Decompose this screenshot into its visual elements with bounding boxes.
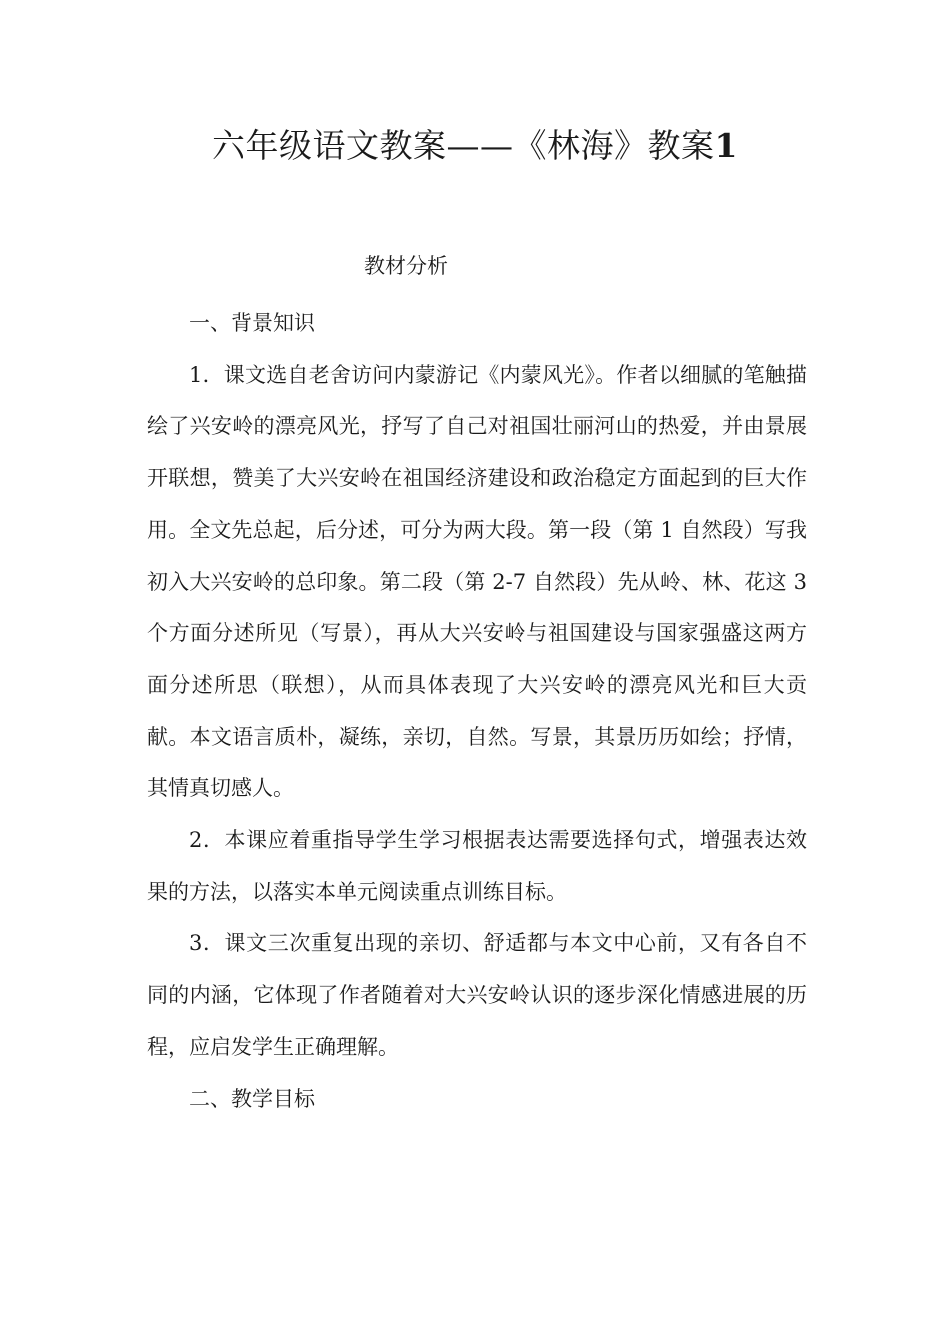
heading-teaching-goals: 二、教学目标 <box>189 1086 315 1111</box>
section-subtitle: 教材分析 <box>364 254 448 278</box>
page-title-text: 六年级语文教案——《林海》教案 <box>212 126 715 165</box>
paragraph-2: 2．本课应着重指导学生学习根据表达需要选择句式，增强表达效果的方法，以落实本单元阅读重点训练目标。 <box>147 828 807 904</box>
paragraph-3: 3．课文三次重复出现的亲切、舒适都与本文中心前，又有各自不同的内涵，它体现了作者随着对大兴安岭认识的逐步深化情感进展的历程，应启发学生正确理解。 <box>147 931 807 1059</box>
paragraph-1: 1．课文选自老舍访问内蒙游记《内蒙风光》。作者以细腻的笔触描绘了兴安岭的漂亮风光，抒写了自己对祖国壮丽河山的热爱，并由景展开联想，赞美了大兴安岭在祖国经济建设和政治稳定方面起到的巨大作用。全文先总起，后分述，可分为两大段。第一段（第 1 自然段）写我初入大兴安岭的总印象。第二段（第 2-7 自然段）先从岭、林、花这 3 个方面分述所见（写景），再从大兴安岭与祖国建设与国家强盛这两方面分述所思（联想），从而具体表现了大兴安岭的漂亮风光和巨大贡献。本文语言质朴，凝练，亲切，自然。写景，其景历历如绘；抒情，其情真切感人。 <box>147 362 807 801</box>
page-title <box>0 122 950 170</box>
heading-background: 一、背景知识 <box>189 311 315 335</box>
page-title-number: 1 <box>714 126 738 165</box>
document-body <box>147 298 807 1125</box>
